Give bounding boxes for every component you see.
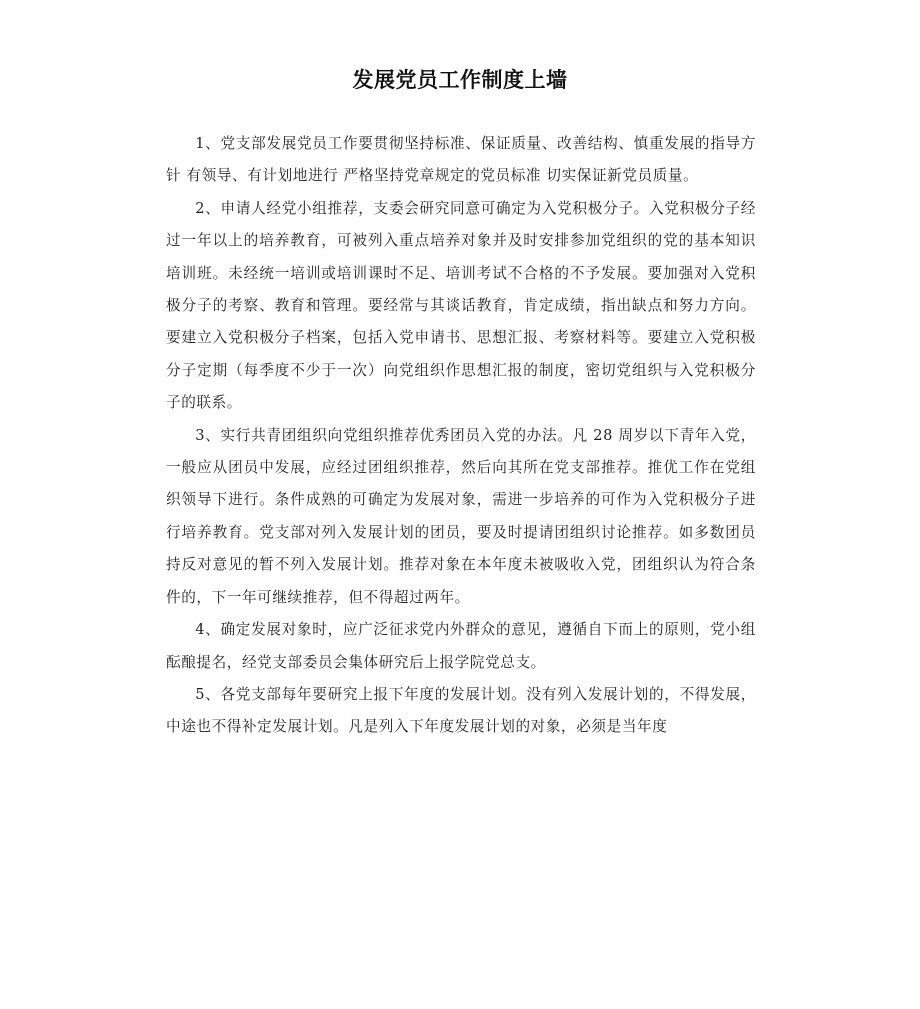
document-body [166,128,756,744]
document-title: 发展党员工作制度上墙 [352,68,568,92]
paragraph-2: 2、申请人经党小组推荐，支委会研究同意可确定为入党积极分子。入党积极分子经过一年以上的培养教育，可被列入重点培养对象并及时安排参加党组织的党的基本知识培训班。未经统一培训或培训课时不足、培训考试不合格的不予发展。要加强对入党积极分子的考察、教育和管理。要经常与其谈话教育，肯定成绩，指出缺点和努力方向。要建立入党积极分子档案，包括入党申请书、思想汇报、考察材料等。要建立入党积极分子定期（每季度不少于一次）向党组织作思想汇报的制度，密切党组织与入党积极分子的联系。 [166,199,756,412]
paragraph-1: 1、党支部发展党员工作要贯彻坚持标准、保证质量、改善结构、慎重发展的指导方针 有领导、有计划地进行 严格坚持党章规定的党员标准 切实保证新党员质量。 [166,135,756,185]
paragraph-5: 5、各党支部每年要研究上报下年度的发展计划。没有列入发展计划的，不得发展，中途也不得补定发展计划。凡是列入下年度发展计划的对象，必须是当年度 [166,685,756,736]
paragraph-4: 4、确定发展对象时，应广泛征求党内外群众的意见，遵循自下而上的原则，党小组酝酿提名，经党支部委员会集体研究后上报学院党总支。 [166,621,756,671]
paragraph-3: 3、实行共青团组织向党组织推荐优秀团员入党的办法。凡 28 周岁以下青年入党，一般应从团员中发展，应经过团组织推荐，然后向其所在党支部推荐。推优工作在党组织领导下进行。条件成熟的可确定为发展对象，需进一步培养的可作为入党积极分子进行培养教育。党支部对列入发展计划的团员，要及时提请团组织讨论推荐。如多数团员持反对意见的暂不列入发展计划。推荐对象在本年度未被吸收入党，团组织认为符合条件的，下一年可继续推荐，但不得超过两年。 [166,426,756,606]
